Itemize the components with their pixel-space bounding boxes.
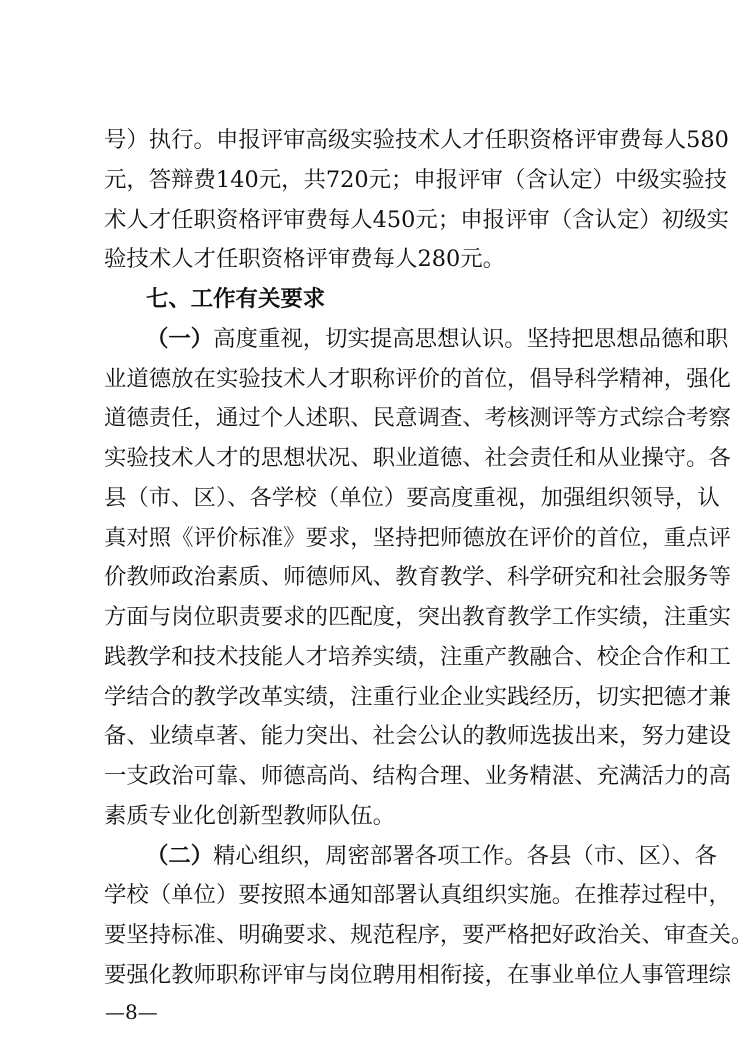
- body-text-line: 元，答辩费140元，共720元；申报评审（含认定）中级实验技: [104, 167, 727, 193]
- body-text-line: 学校（单位）要按照本通知部署认真组织实施。在推荐过程中，: [104, 882, 731, 908]
- paragraph-first-line: [146, 319, 729, 359]
- paragraph-first-line-text: 精心组织，周密部署各项工作。各县（市、区）、各: [213, 843, 717, 869]
- body-text-line: 素质专业化创新型教师队伍。: [104, 803, 396, 829]
- body-text-line: 道德责任，通过个人述职、民意调查、考核测评等方式综合考察: [104, 405, 731, 431]
- body-text-line: 学结合的教学改革实绩，注重行业企业实践经历，切实把德才兼: [104, 684, 731, 710]
- body-text-line: 术人才任职资格评审费每人450元；申报评审（含认定）初级实: [104, 207, 729, 233]
- page-number: —8—: [105, 1000, 158, 1024]
- paragraph-lead: （一）: [146, 326, 214, 352]
- body-text-line: 一支政治可靠、师德高尚、结构合理、业务精湛、充满活力的高: [104, 763, 731, 789]
- body-text-line: 要坚持标准、明确要求、规范程序，要严格把好政治关、审查关。: [104, 922, 753, 948]
- paragraph-first-line: [146, 836, 717, 876]
- body-text-line: 践教学和技术技能人才培养实绩，注重产教融合、校企合作和工: [104, 644, 731, 670]
- body-text-line: 方面与岗位职责要求的匹配度，突出教育教学工作实绩，注重实: [104, 604, 731, 630]
- section-heading: 七、工作有关要求: [146, 286, 326, 312]
- paragraph-lead: （二）: [146, 843, 214, 869]
- body-text-line: 县（市、区）、各学校（单位）要高度重视，加强组织领导，认: [104, 485, 720, 511]
- body-text-line: 实验技术人才的思想状况、职业道德、社会责任和从业操守。各: [104, 445, 731, 471]
- body-text-line: 价教师政治素质、师德师风、教育教学、科学研究和社会服务等: [104, 564, 731, 590]
- body-text-line: 号）执行。申报评审高级实验技术人才任职资格评审费每人580: [104, 127, 729, 153]
- body-text-line: 要强化教师职称评审与岗位聘用相衔接，在事业单位人事管理综: [104, 962, 731, 988]
- body-text-line: 验技术人才任职资格评审费每人280元。: [104, 246, 505, 272]
- body-text-line: 备、业绩卓著、能力突出、社会公认的教师选拔出来，努力建设: [104, 723, 731, 749]
- paragraph-first-line-text: 高度重视，切实提高思想认识。坚持把思想品德和职: [213, 326, 729, 352]
- body-text-line: 业道德放在实验技术人才职称评价的首位，倡导科学精神，强化: [104, 366, 731, 392]
- body-text-line: 真对照《评价标准》要求，坚持把师德放在评价的首位，重点评: [104, 525, 731, 551]
